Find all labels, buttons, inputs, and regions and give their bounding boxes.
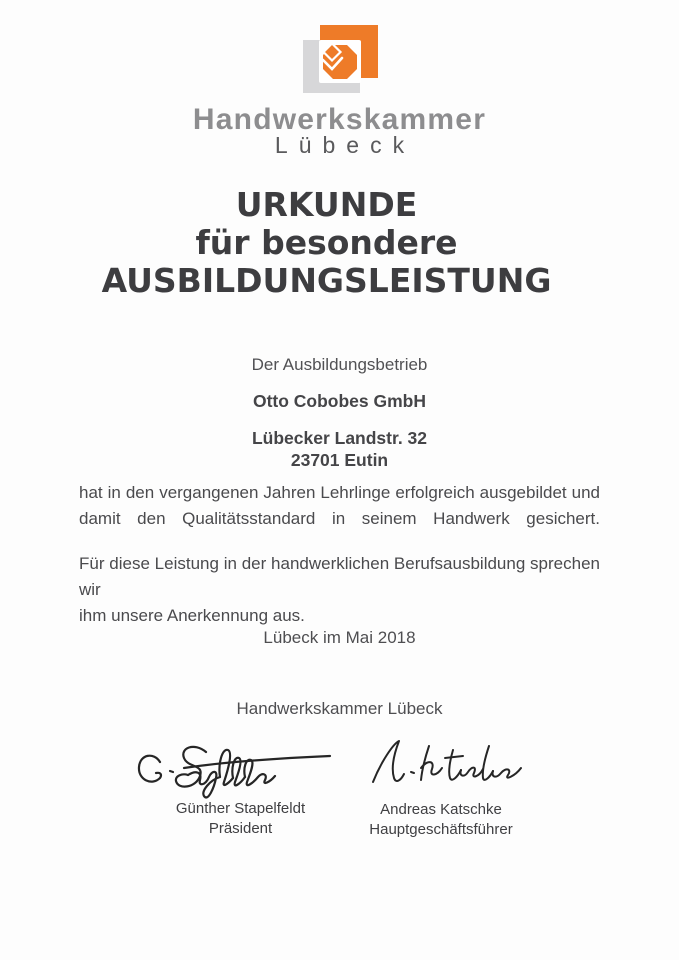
- place-and-date: Lübeck im Mai 2018: [263, 628, 416, 647]
- recipient-company-name: Otto Cobobes GmbH: [252, 391, 427, 411]
- handwerkskammer-logo-icon: [302, 24, 380, 96]
- title-line-3: AUSBILDUNGSLEISTUNG: [101, 261, 552, 300]
- title-line-1: URKUNDE: [235, 185, 418, 224]
- title-line-2: für besondere: [195, 223, 458, 262]
- issuer-name: Handwerkskammer Lübeck: [236, 699, 443, 718]
- signatory-left: [138, 799, 343, 839]
- body-paragraph-2-line-2: ihm unsere Anerkennung aus.: [79, 606, 305, 625]
- signatory-right-role: Hauptgeschäftsführer: [369, 821, 513, 838]
- signatory-right: [338, 800, 544, 840]
- body-paragraph-2-line-1: Für diese Leistung in der handwerklichen Berufsausbildung sprechen wir: [79, 554, 600, 599]
- signature-andreas-katschke-icon: [364, 734, 526, 796]
- body-paragraph-1-line-2: damit den Qualitätsstandard in seinem Handwerk gesichert.: [79, 509, 600, 528]
- recipient-street: Lübecker Landstr. 32: [251, 428, 428, 448]
- signatory-right-name: Andreas Katschke: [380, 801, 502, 818]
- certificate-title: [0, 186, 666, 300]
- body-paragraph-1: [79, 480, 600, 532]
- recipient-city: 23701 Eutin: [290, 449, 389, 470]
- signatory-left-role: Präsident: [208, 820, 273, 837]
- logo-org-name: Handwerkskammer: [192, 103, 487, 136]
- body-paragraph-2: [79, 551, 600, 629]
- body-paragraph-1-line-1: hat in den vergangenen Jahren Lehrlinge erfolgreich ausgebildet und: [79, 483, 600, 502]
- recipient-address: [0, 428, 679, 471]
- recipient-intro: Der Ausbildungsbetrieb: [251, 355, 428, 374]
- signatory-left-name: Günther Stapelfeldt: [175, 800, 306, 817]
- logo-org-city: Lübeck: [274, 132, 416, 158]
